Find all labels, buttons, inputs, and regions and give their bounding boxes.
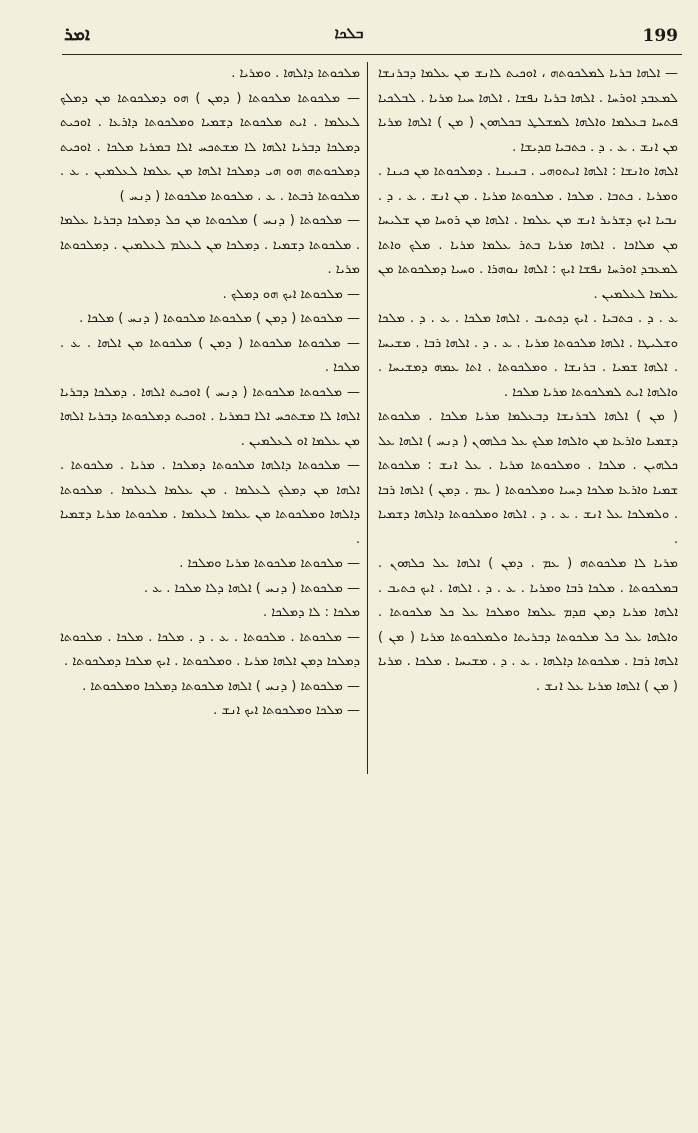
- paragraph: — ܡܠܟܘܬܐ ܕܐܠܗܐ ܡܠܟܘܬܐ ܕܡܠܟܐ . ܡܪܝܐ . ܡܠܟܘܬܐ . ܐܠܗܐ ܡܢ ܕܡܠܟ ܠܥܠܡܐ . ܡܢ ܥܠܡܐ ܠܥܠܡܐ . ܡܠܟܘܬܐ ܕܐܠܗܐ ܘܡܠܟܘܬܐ ܡܢ ܥܠܡܐ ܠܥܠܡܐ . ܡܠܟܘܬܐ ܡܪܝܐ ܕܫܡܝܐ .: [60, 458, 360, 547]
- paragraph: — ܡܠܟܐ ܘܡܠܟܘܬܐ ܐܝܟ ܐܢܫ .: [213, 703, 360, 718]
- paragraph: ܥ . ܕ . ܟܬܒܝܐ . ܐܝܟ ܕܟܬܝܒ . ܐܠܗܐ ܡܠܟܐ . ܥ . ܕ . ܡܠܟܐ ܘܫܠܝܛܐ . ܐܠܗܐ ܡܠܟܘܬܐ ܡܪܝܐ . ܥ . ܕ . ܐܠܗܐ ܪܒܐ . ܡܫܝܚܐ . ܐܠܗܐ ܫܡܝܐ . ܒܪܢܫܐ . ܘܡܠܟܘܬܐ . ܐܬܐ ܥܡܗ ܕܡܫܝܚܐ . ܘܐܠܗܐ ܐܝܬ ܠܡܠܟܘܬܐ ܡܪܝܐ ܡܠܟܐ .: [378, 311, 678, 400]
- paragraph: — ܡܠܟܘܬܐ ܡܠܟܘܬܐ ( ܕܡܢ ) ܗܘ ܕܡܠܟܘܬܐ ܡܢ ܕܡܠܟ ܠܥܠܡܐ . ܐܝܬ ܡܠܟܘܬܐ ܕܫܡܝܐ ܘܡܠܟܘܬܐ ܕܐܪܥܐ . ܐܘܟܝܬ ܕܡܠܟܐ ܕܒܪܝܐ ܐܠܗܐ ܠܐ ܡܫܬܟܚ ܐܠܐ ܒܡܪܝܐ ܡܠܟܐ . ܐܘܟܝܬ ܕܡܠܟܘܬܗ ܗܘ ܗܝ ܕܡܠܟܐ ܐܠܗܐ ܡܢ ܥܠܡܐ ܠܥܠܡܝܢ . ܥ . ܡܠܟܘܬܐ ܪܒܬܐ . ܥ . ܡܠܟܘܬܐ ܡܠܟܘܬܐ ( ܕܢܚ ): [60, 90, 360, 204]
- paragraph: — ܡܠܟܘܬܐ ܡܠܟܘܬܐ ܡܪܝܐ ܘܡܠܟܐ .: [179, 556, 360, 571]
- paragraph: ܐܠܗܐ ܘܐܢܫܐ : ܐܠܗܐ ܐܝܬܘܗܝ . ܒܢܝܢܐ . ܕܡܠܟܘܬܐ ܡܢ ܟܝܢܐ . ܘܡܪܝܐ . ܟܬܒܐ . ܡܠܟܐ . ܡܠܟܘܬܐ ܡܪܝܐ . ܡܢ ܐܢܫ . ܥ . ܕ . ܢܒܝܐ ܐܝܟ ܕܫܪܝܪ ܐܢܫ ܡܢ ܥܠܡܐ . ܐܠܗܐ ܡܢ ܪܘܚܐ ܡܢ ܫܠܝܚܐ ܡܢ ܡܠܐܟܐ . ܐܠܗܐ ܡܪܝܐ ܒܬܪ ܥܠܡܐ ܡܪܝܐ . ܡܠܟ ܘܐܬܐ ܠܡܥܒܕ ܐܘܪܚܐ ܢܦܫܐ ܐܝܟ : ܐܠܗܐ ܢܘܗܪܐ . ܘܚܝܐ ܕܡܠܟܘܬܐ ܡܢ ܥܠܡܐ ܠܥܠܡܝܢ .: [378, 164, 678, 302]
- paragraph: — ܐܠܗܐ ܒܪܝܐ ܠܡܠܟܘܬܗ ، ܐܘܟܝܬ ܠܐܢܫ ܡܢ ܥܠܡܐ ܕܒܪܢܫܐ ܠܡܥܒܕ ܐܘܪܚܐ . ܐܠܗܐ ܒܪܝܐ ܢܦܫܐ . ܐܠܗܐ ܚܝܐ ܡܪܝܐ . ܠܒܠܟܝܐ ܦܬܚܐ ܒܥܠܡܐ ܘܐܠܗܐ ܠܡܫܠܛ ܒܟܠܗܘܢ ( ܡܢ ) ܐܠܗܐ ܡܪܝܐ ܡܢ ܐܢܫ . ܥ . ܕ . ܟܬܒܝܐ ܩܕܝܫܐ .: [378, 66, 678, 155]
- paragraph: ( ܡܢ ) ܐܠܗܐ ܠܒܪܢܫܐ ܕܒܥܠܡܐ ܡܪܝܐ ܡܠܟܐ . ܡܠܟܘܬܐ ܕܫܡܝܐ ܘܐܪܥܐ ܡܢ ܘܐܠܗܐ ܡܠܟ ܥܠ ܟܠܗܘܢ ( ܕܢܚ ) ܐܠܗܐ ܥܠ ܟܠܗܝܢ . ܡܠܟܐ . ܘܡܠܟܘܬܐ ܡܪܝܐ . ܥܠ ܐܢܫ : ܡܠܟܘܬܐ ܫܡܝܐ ܘܐܪܥܐ ܡܠܟܐ ܕܚܝܐ ܘܡܠܟܘܬܐ ( ܥܡ . ܕܡܢ ) ܐܠܗܐ ܪܒܐ . ܘܠܡܠܟܐ ܥܠ ܐܢܫ . ܥ . ܕ . ܐܠܗܐ ܘܡܠܟܘܬܐ ܕܐܠܗܐ ܕܫܡܝܐ .: [378, 409, 678, 547]
- running-title: ܒܠܟܐ: [334, 24, 364, 42]
- paragraph: — ܡܠܟܘܬܐ ( ܕܢܚ ) ܐܠܗܐ ܡܠܟܘܬܐ ܕܡܠܟܐ ܘܡܠܟܘܬܐ .: [82, 678, 360, 694]
- right-column: [378, 62, 678, 777]
- header-rule: [62, 54, 682, 55]
- paragraph: — ܡܠܟܘܬܐ ܡܠܟܘܬܐ ( ܕܢܚ ) ܐܘܟܝܬ ܐܠܗܐ . ܕܡܠܟܐ ܕܒܪܝܐ ܐܠܗܐ ܠܐ ܡܫܬܟܚ ܐܠܐ ܒܡܪܝܐ . ܐܘܟܝܬ ܕܡܠܟܘܬܐ ܕܒܪܝܐ ܐܠܗܐ ܡܢ ܥܠܡܐ ܐܘ ܠܥܠܡܝܢ .: [60, 384, 360, 449]
- paragraph: ܡܠܟܘܬܐ ܕܐܠܗܐ . ܘܡܪܝܐ .: [231, 66, 360, 81]
- paragraph: ܡܠܟܐ : ܠܐ ܕܡܠܟܐ .: [263, 605, 360, 620]
- paragraph: — ܡܠܟܘܬܐ ܐܝܟ ܗܘ ܕܡܠܟ .: [222, 286, 360, 302]
- paragraph: — ܡܠܟܘܬܐ ܡܠܟܘܬܐ ( ܕܡܢ ) ܡܠܟܘܬܐ ܡܢ ܐܠܗܐ . ܥ . ܡܠܟܐ .: [60, 335, 360, 375]
- left-column: [60, 62, 360, 777]
- page-header: [0, 24, 698, 56]
- paragraph: — ܡܠܟܘܬܐ ( ܕܢܚ ) ܐܠܗܐ ܕܠܐ ܡܠܟܐ . ܥ .: [143, 580, 360, 596]
- catchword-heading: ܐܡܪ: [64, 24, 90, 45]
- column-divider: [367, 62, 368, 774]
- paragraph: — ܡܠܟܘܬܐ . ܡܠܟܘܬܐ . ܥ . ܕ . ܡܠܟܐ . ܡܠܟܐ . ܡܠܟܘܬܐ ܕܡܠܟܐ ܕܡܢ ܐܠܗܐ ܡܪܝܐ . ܘܡܠܟܘܬܐ . ܐܝܟ ܡܠܟܐ ܕܡܠܟܘܬܐ .: [60, 629, 360, 669]
- paragraph: — ܡܠܟܘܬܐ ( ܕܢܚ ) ܡܠܟܘܬܐ ܡܢ ܟܠ ܕܡܠܟܐ ܕܒܪܝܐ ܥܠܡܐ . ܡܠܟܘܬܐ ܕܫܡܝܐ . ܕܡܠܟܐ ܡܢ ܠܥܠܡ ܠܥܠܡܝܢ . ܕܡܠܟܘܬܐ ܡܪܝܐ .: [60, 213, 360, 277]
- page-number: 199: [642, 26, 678, 46]
- paragraph: — ܡܠܟܘܬܐ ( ܕܡܢ ) ܡܠܟܘܬܐ ܡܠܟܘܬܐ ( ܕܢܚ ) ܡܠܟܐ .: [79, 311, 360, 326]
- paragraph: ܡܪܝܐ ܠܐ ܡܠܟܘܬܗ ( ܥܡ . ܕܡܢ ) ܐܠܗܐ ܥܠ ܟܠܗܘܢ . ܒܡܠܟܘܬܐ . ܡܠܟܐ ܪܒܐ ܘܡܪܝܐ . ܥ . ܕ . ܐܠܗܐ . ܐܝܟ ܟܬܝܒ . ܐܠܗܐ ܡܪܝܐ ܕܡܢ ܩܕܡ ܥܠܡܐ ܘܡܠܟܐ ܥܠ ܟܠ ܡܠܟܘܬܐ . ܘܐܠܗܐ ܥܠ ܟܠ ܡܠܟܘܬܐ ܕܒܪܝܬܐ ܘܠܡܠܟܘܬܐ ܡܪܝܐ ( ܡܢ ) ܐܠܗܐ ܪܒܐ . ܡܠܟܘܬܐ ܕܐܠܗܐ . ܥ . ܕ . ܡܫܝܚܐ . ܡܠܟܐ . ܡܪܝܐ ( ܡܢ ) ܐܠܗܐ ܡܪܝܐ ܥܠ ܐܢܫ .: [378, 556, 678, 694]
